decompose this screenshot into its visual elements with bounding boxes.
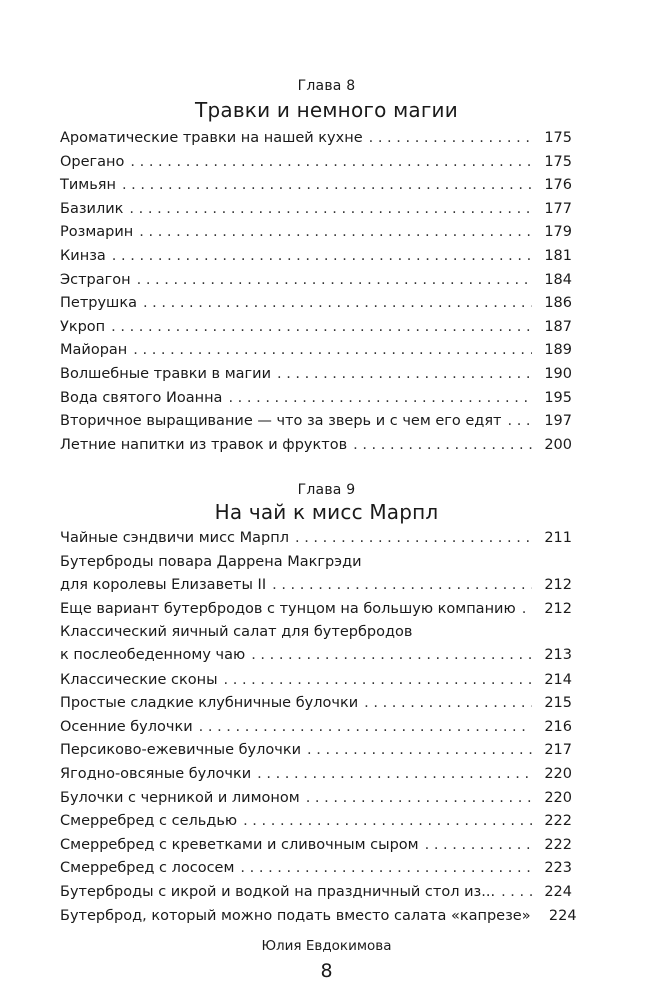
toc-entry-title: Эстрагон (60, 271, 131, 288)
dot-leader (137, 269, 532, 292)
toc-entry (60, 387, 572, 410)
chapter-8-title: Травки и немного магии (195, 98, 458, 122)
toc-entry-title: Смерребред с лососем (60, 860, 235, 877)
dot-leader (224, 669, 532, 692)
toc-entry-page: 217 (544, 742, 572, 759)
toc-entry-page: 220 (544, 789, 572, 806)
dot-leader (295, 527, 532, 550)
footer-author: Юлия Евдокимова (261, 938, 392, 954)
toc-entry-title: Укроп (60, 318, 106, 335)
dot-leader (501, 881, 532, 904)
dot-leader (122, 174, 532, 197)
chapter-9-label: Глава 9 (297, 482, 356, 498)
toc-entry (60, 881, 572, 904)
toc-entry-page: 212 (544, 600, 572, 617)
dot-leader (129, 198, 532, 221)
toc-entry (60, 174, 572, 197)
dot-leader (307, 739, 532, 762)
toc-entry-title: Простые сладкие клубничные булочки (60, 695, 359, 712)
toc-entry (60, 692, 572, 715)
toc-entry-page: 216 (544, 718, 572, 735)
toc-entry-page: 186 (544, 295, 572, 312)
toc-entry (60, 410, 572, 433)
toc-entry-title: Осенние булочки (60, 718, 193, 735)
toc-entry-page: 176 (544, 177, 572, 194)
toc-entry (60, 857, 572, 880)
toc-entry-page: 175 (544, 153, 572, 170)
toc-entry-title: Бутерброды с икрой и водкой на праздничный стол из... (60, 884, 496, 900)
chapter-8-label: Глава 8 (297, 78, 356, 94)
dot-leader (111, 316, 532, 339)
toc-entry-title: Петрушка (60, 295, 137, 312)
dot-leader (522, 598, 532, 621)
toc-entry (60, 339, 572, 362)
toc-entry-title-line: Классический яичный салат для бутербродов (60, 624, 413, 641)
toc-entry-page: 223 (544, 860, 572, 877)
toc-entry (60, 292, 572, 315)
toc-entry (60, 434, 572, 457)
toc-entry-title: к послеобеденному чаю (60, 647, 246, 664)
toc-entry-title: Вода святого Иоанна (60, 389, 223, 406)
dot-leader (425, 834, 532, 857)
toc-entry-page: 220 (544, 766, 572, 782)
toc-entry (60, 669, 572, 692)
toc-entry-title: Бутерброд, который можно подать вместо салата «капрезе» (60, 907, 531, 924)
toc-entry-page: 215 (544, 695, 572, 712)
dot-leader (306, 787, 532, 810)
toc-entry-page: 190 (544, 366, 572, 382)
toc-entry-title: Майоран (60, 342, 128, 359)
toc-entry-page: 197 (544, 413, 572, 430)
toc-entry-page: 179 (544, 224, 572, 241)
dot-leader (243, 810, 532, 833)
toc-entry (60, 127, 572, 150)
dot-leader (199, 716, 532, 739)
dot-leader (112, 245, 532, 268)
toc-entry (60, 621, 572, 667)
toc-entry-title: Розмарин (60, 224, 134, 241)
toc-entry (60, 269, 572, 292)
toc-entry (60, 316, 572, 339)
toc-entry (60, 810, 572, 833)
dot-leader (139, 221, 532, 244)
toc-entry-title: Булочки с черникой и лимоном (60, 789, 300, 806)
toc-entry-page: 224 (544, 884, 572, 900)
dot-leader (353, 434, 532, 457)
toc-entry-title: Орегано (60, 153, 125, 170)
toc-entry-page: 181 (544, 248, 572, 264)
dot-leader (369, 127, 532, 150)
toc-entry-page: 222 (544, 813, 572, 830)
toc-entry-page: 187 (544, 318, 572, 335)
dot-leader (251, 644, 532, 667)
toc-entry (60, 716, 572, 739)
dot-leader (277, 363, 532, 386)
toc-entry (60, 527, 572, 550)
toc-entry-title: Смерребред с креветками и сливочным сыром (60, 836, 419, 853)
toc-entry-page: 224 (548, 907, 577, 924)
toc-entry (60, 787, 572, 810)
toc-entry (60, 245, 572, 268)
toc-entry-title: для королевы Елизаветы II (60, 576, 267, 593)
toc-entry-page: 189 (544, 342, 572, 359)
toc-entry-page: 195 (544, 389, 572, 406)
dot-leader (228, 387, 532, 410)
toc-entry (60, 763, 572, 786)
toc-entry-page: 177 (544, 200, 572, 217)
toc-entry-page: 175 (544, 130, 572, 146)
toc-entry-page: 184 (544, 271, 572, 288)
toc-entry (60, 551, 572, 597)
dot-leader (364, 692, 532, 715)
toc-entry (60, 598, 572, 621)
toc-entry-title: Волшебные травки в магии (60, 366, 271, 382)
toc-entry (60, 834, 572, 857)
toc-entry-title: Летние напитки из травок и фруктов (60, 436, 348, 453)
dot-leader (257, 763, 532, 786)
toc-entry-page: 200 (544, 436, 572, 453)
toc-entry-title: Ароматические травки на нашей кухне (60, 130, 363, 146)
toc-entry (60, 221, 572, 244)
toc-entry (60, 905, 577, 928)
toc-entry (60, 198, 572, 221)
dot-leader (143, 292, 532, 315)
toc-entry-title: Персиково-ежевичные булочки (60, 742, 302, 759)
page-number: 8 (320, 960, 333, 982)
dot-leader (508, 410, 533, 433)
toc-entry (60, 739, 572, 762)
toc-entry (60, 363, 572, 386)
toc-entry-page: 222 (544, 836, 572, 853)
toc-entry-title: Чайные сэндвичи мисс Марпл (60, 530, 289, 546)
toc-entry-page: 214 (544, 671, 572, 688)
dot-leader (130, 151, 532, 174)
toc-entry-page: 211 (544, 530, 572, 546)
toc-entry-title-line: Бутерброды повара Даррена Макгрэди (60, 553, 362, 570)
toc-entry-page: 213 (544, 647, 572, 664)
toc-entry (60, 151, 572, 174)
toc-entry-title: Классические сконы (60, 671, 218, 688)
toc-entry-title: Ягодно-овсяные булочки (60, 766, 252, 782)
dot-leader (240, 857, 532, 880)
dot-leader (133, 339, 532, 362)
toc-entry-title: Базилик (60, 200, 124, 217)
toc-entry-title: Еще вариант бутербродов с тунцом на большую компанию (60, 600, 516, 617)
toc-entry-title: Вторичное выращивание — что за зверь и с чем его едят (60, 413, 502, 430)
dot-leader (272, 574, 532, 597)
toc-entry-title: Тимьян (60, 177, 116, 194)
toc-entry-title: Смерребред с сельдью (60, 813, 238, 830)
toc-entry-page: 212 (544, 576, 572, 593)
chapter-9-title: На чай к мисс Марпл (214, 500, 439, 524)
toc-entry-title: Кинза (60, 248, 106, 264)
